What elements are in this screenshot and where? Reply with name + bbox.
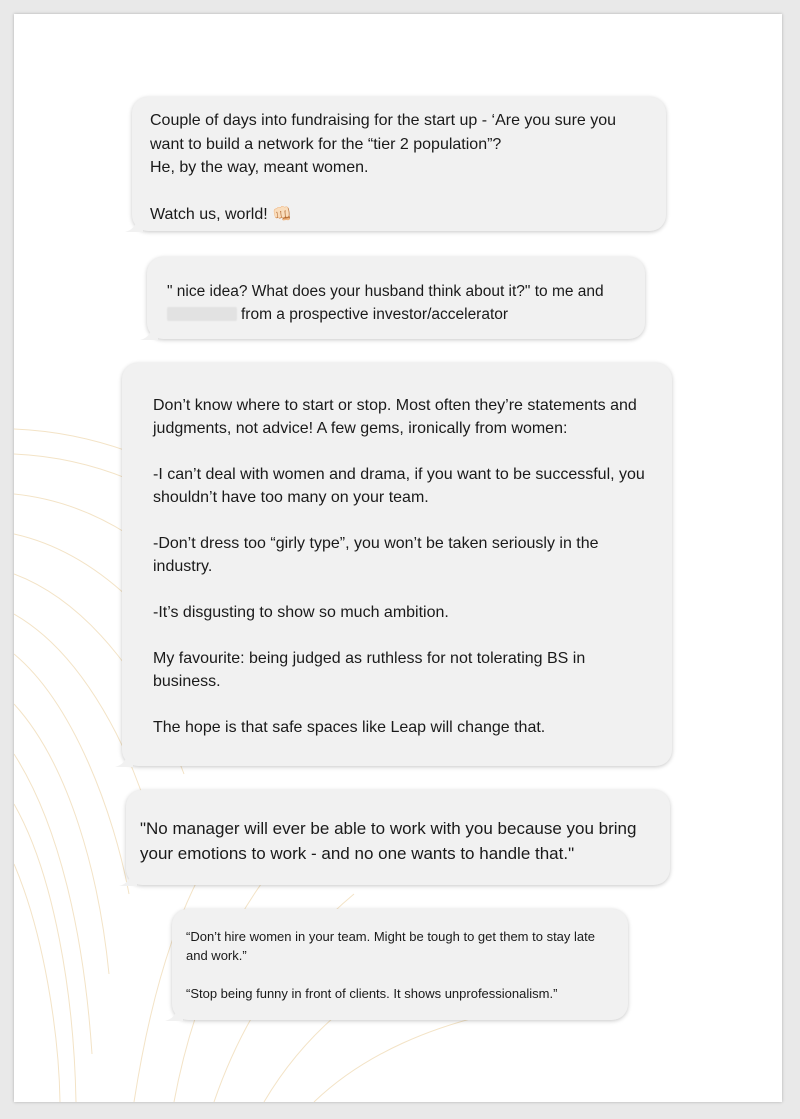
message-text: "No manager will ever be able to work with you because you bring your emotions to work - and no one wants to handle that." [140,819,637,863]
bubble-tail [125,218,143,232]
message-text-line-2: from a prospective investor/accelerator [241,306,509,323]
page [14,14,782,1102]
bubble-tail [165,1007,183,1021]
bubble-tail [115,753,133,767]
message-bubble-2 [147,257,645,339]
message-bubble-5 [172,909,628,1020]
message-bubble-1 [132,97,666,231]
message-bubble-3 [122,363,672,766]
bubble-tail [140,326,158,340]
message-text: Don’t know where to start or stop. Most often they’re statements and judgments, not advice! A few gems, ironically from women: -I can’t deal with women and drama, if you want to be successful, you shouldn’t have too many on your team. -Don’t dress too “girly type”, you won’t be taken seriously in the industry. -It’s disgusting to show so much ambition. My favourite: being judged as ruthless for not tolerating BS in business. The hope is that safe spaces like Leap will change that. [153,397,645,736]
message-text-line-1: " nice idea? What does your husband think about it?" to me and [167,283,604,300]
bubble-tail [119,872,137,886]
message-text: Couple of days into fundraising for the start up - ‘Are you sure you want to build a network for the “tier 2 population”? He, by the way, meant women. Watch us, world! 👊🏻 [150,112,617,223]
message-text: “Don’t hire women in your team. Might be tough to get them to stay late and work.” “Stop being funny in front of clients. It shows unprofessionalism.” [186,929,595,1001]
redacted-name [167,307,237,321]
message-text [167,280,627,326]
message-bubble-4 [126,790,670,885]
